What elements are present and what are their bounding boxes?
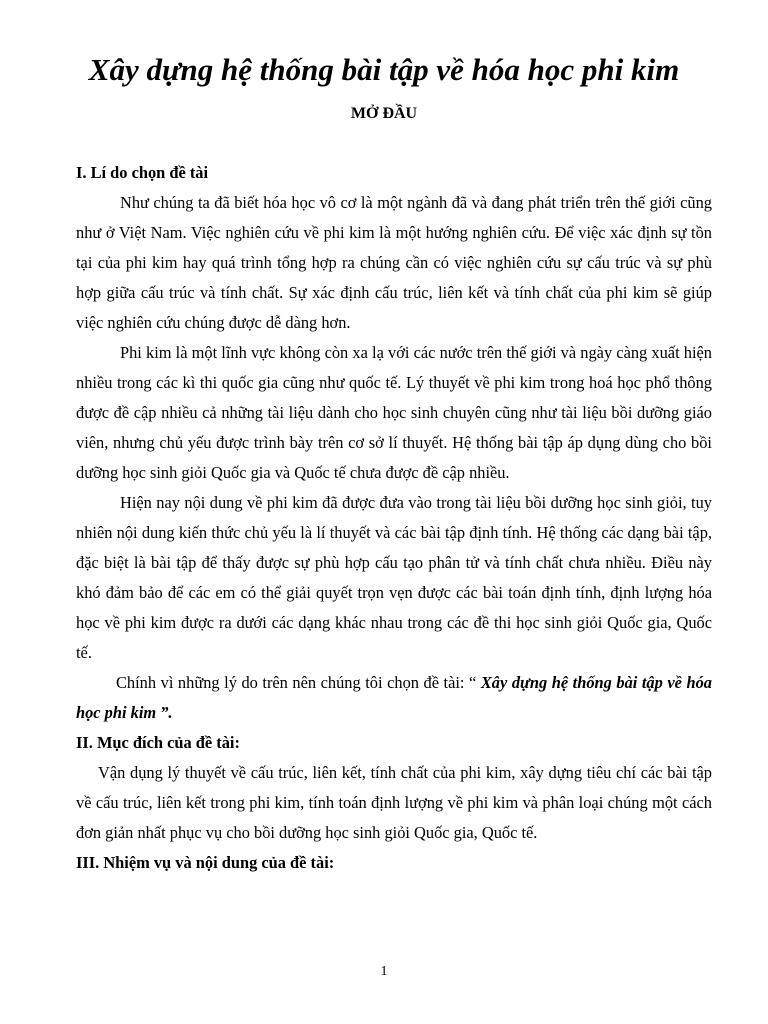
document-body [76,158,712,878]
section-3-heading: III. Nhiệm vụ và nội dung của đề tài: [76,853,335,872]
conclusion-paragraph [76,668,712,728]
paragraph-3: Hiện nay nội dung về phi kim đã được đưa vào trong tài liệu bồi dưỡng học sinh giỏi, tuy nhiên nội dung kiến thức chủ yếu là lí thuyết và các bài tập định tính. Hệ thống các dạng bài tập, đặc biệt là bài tập để thấy được sự phù hợp cấu tạo phân tử và tính chất chưa nhiều. Điều này khó đảm bảo để các em có thể giải quyết trọn vẹn được các bài toán định tính, định lượng hóa học về phi kim được ra dưới các dạng khác nhau trong các đề thi học sinh giỏi Quốc gia, Quốc tế. [76,493,712,662]
page-number: 1 [380,964,388,979]
paragraph-2: Phi kim là một lĩnh vực không còn xa lạ với các nước trên thế giới và ngày càng xuất hiện nhiều trong các kì thi quốc gia cũng như quốc tế. Lý thuyết về phi kim trong hoá học phổ thông được đề cập nhiều cả những tài liệu dành cho học sinh chuyên cũng như tài liệu bồi dưỡng giáo viên, nhưng chủ yếu được trình bày trên cơ sở lí thuyết. Hệ thống bài tập áp dụng dùng cho bồi dưỡng học sinh giỏi Quốc gia và Quốc tế chưa được đề cập nhiều. [76,343,712,482]
section-1-heading: I. Lí do chọn đề tài [76,163,209,182]
section-2-text: Vận dụng lý thuyết về cấu trúc, liên kết, tính chất của phi kim, xây dựng tiêu chí các bài tập về cấu trúc, liên kết trong phi kim, tính toán định lượng về phi kim và phân loại chúng một cách đơn giản nhất phục vụ cho bồi dưỡng học sinh giỏi Quốc gia, Quốc tế. [76,763,712,842]
paragraph-1: Như chúng ta đã biết hóa học vô cơ là một ngành đã và đang phát triển trên thế giới cũng như ở Việt Nam. Việc nghiên cứu về phi kim là một hướng nghiên cứu. Để việc xác định sự tồn tại của phi kim hay quá trình tổng hợp ra chúng cần có việc nghiên cứu sự cấu trúc và sự phù hợp giữa cấu trúc và tính chất. Sự xác định cấu trúc, liên kết và tính chất của phi kim sẽ giúp việc nghiên cứu chúng được dễ dàng hơn. [76,193,712,332]
conclusion-topic: Xây dựng hệ thống bài tập về hóa học phi kim ”. [76,673,712,722]
section-2-heading: II. Mục đích của đề tài: [76,733,240,752]
document-title: Xây dựng hệ thống bài tập về hóa học phi kim [88,52,680,87]
document-subtitle: MỞ ĐẦU [350,105,418,122]
conclusion-prefix: Chính vì những lý do trên nên chúng tôi chọn đề tài: “ [116,673,481,692]
